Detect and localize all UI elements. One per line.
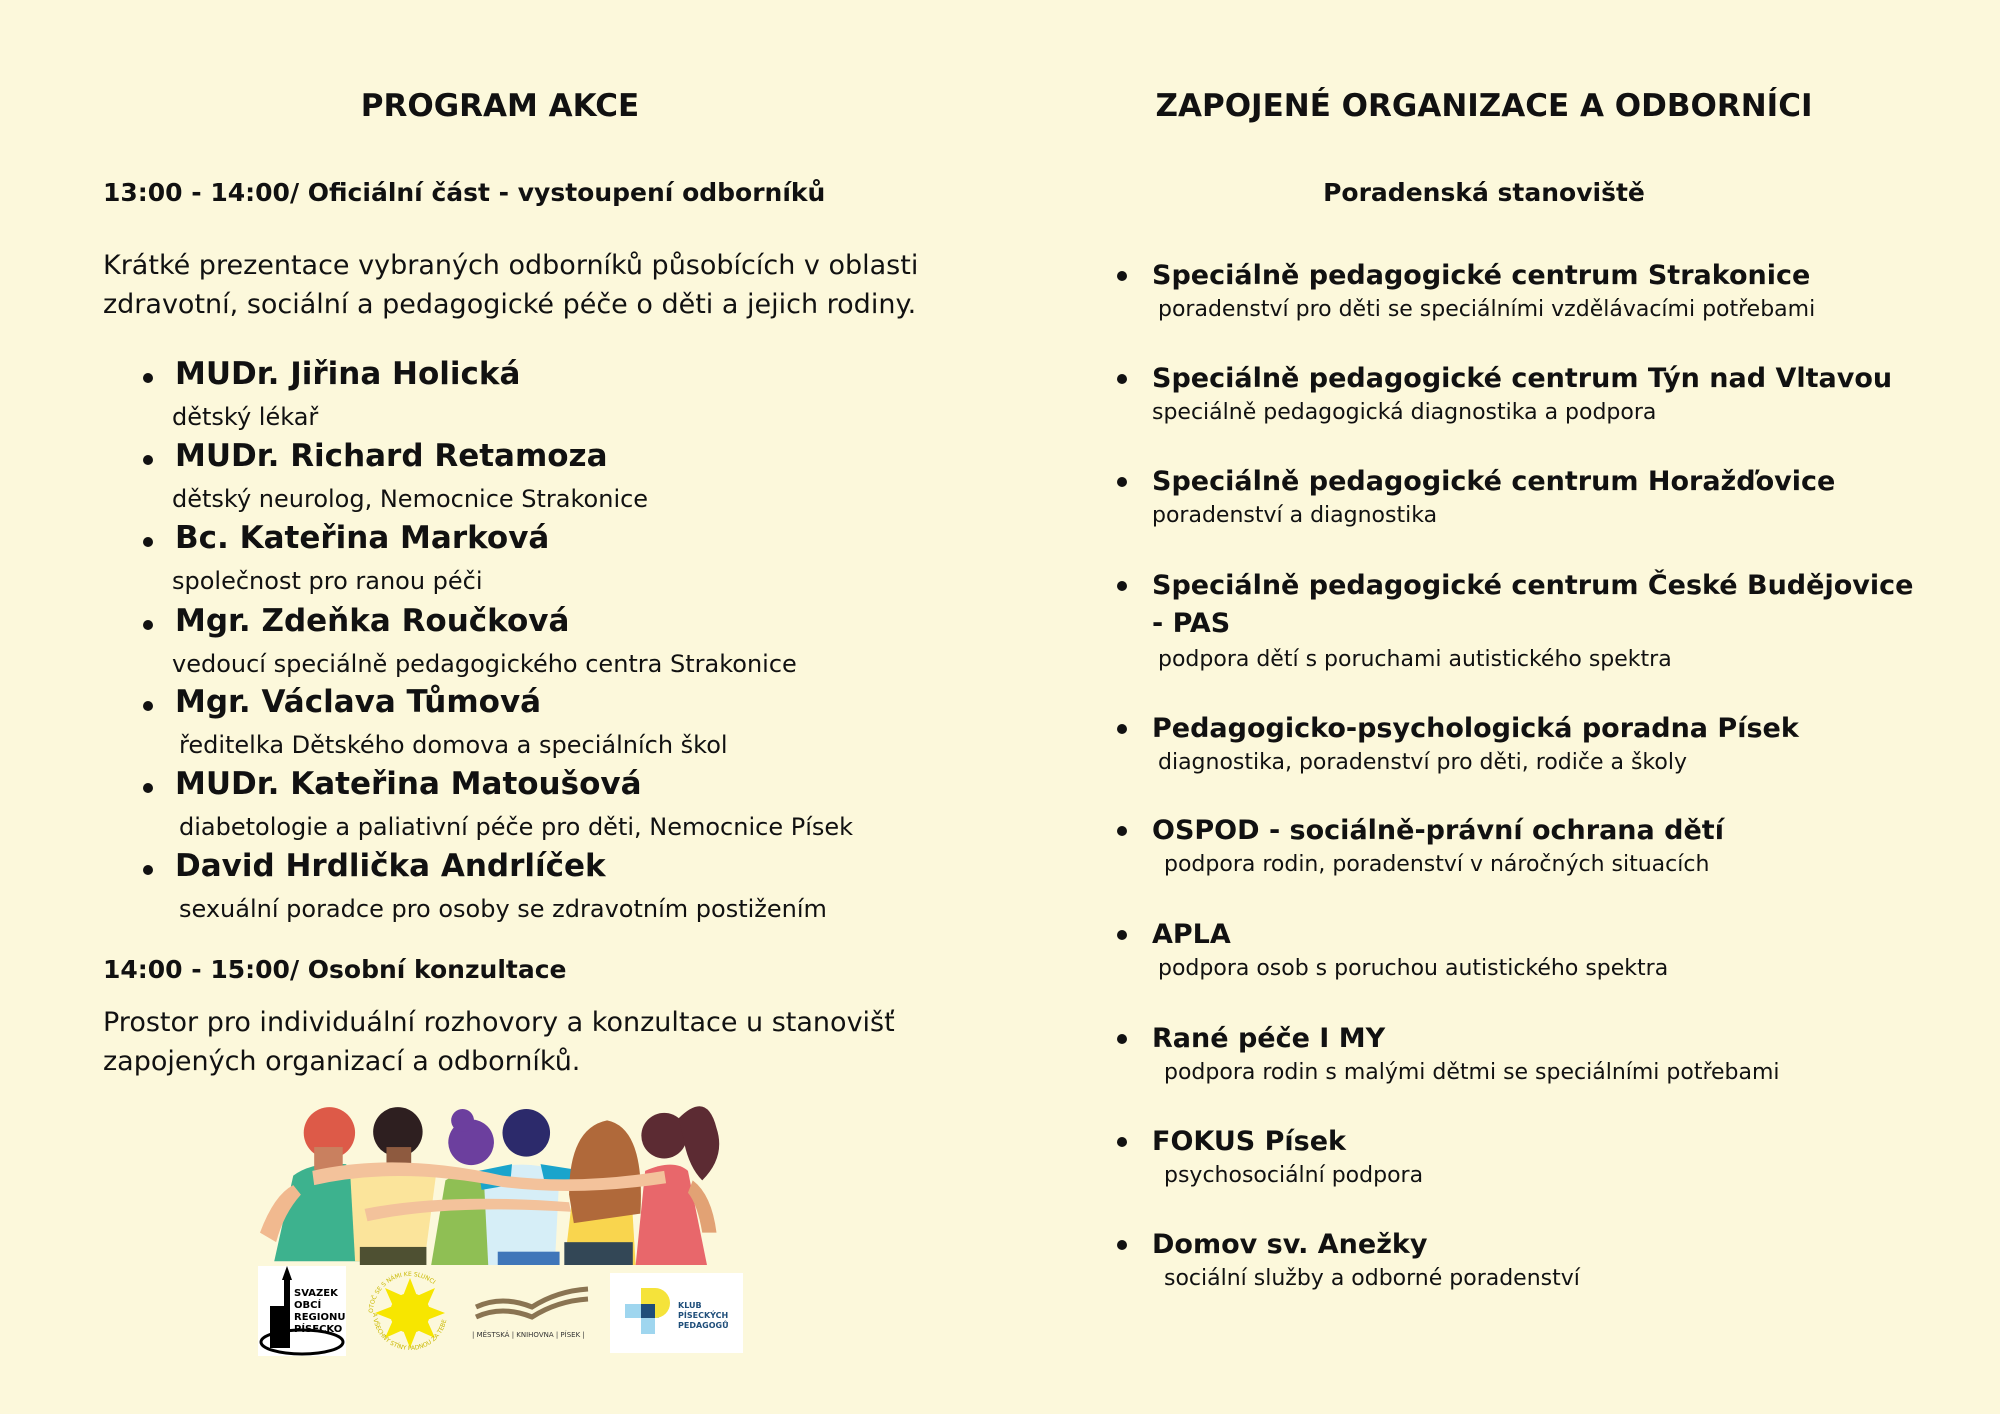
klub-line: PÍSECKÝCH bbox=[678, 1311, 729, 1320]
knihovna-text: | MĚSTSKÁ | KNIHOVNA | PÍSEK | bbox=[472, 1331, 585, 1339]
klub-p-icon bbox=[625, 1288, 675, 1338]
bullet-icon bbox=[143, 783, 153, 793]
bullet-icon bbox=[1117, 1034, 1127, 1044]
open-book-icon bbox=[472, 1285, 592, 1321]
svazek-line: PÍSECKO bbox=[294, 1324, 343, 1335]
organization-name: Rané péče I MY bbox=[1152, 1023, 1386, 1054]
speaker-name: Bc. Kateřina Marková bbox=[175, 520, 550, 556]
speaker-role: sexuální poradce pro osoby se zdravotním postižením bbox=[179, 895, 827, 923]
organization-name: Speciálně pedagogické centrum České Budějovice bbox=[1152, 570, 1914, 601]
speaker-name: Mgr. Václava Tůmová bbox=[175, 684, 542, 720]
organization-name: Domov sv. Anežky bbox=[1152, 1229, 1428, 1260]
bullet-icon bbox=[143, 373, 153, 383]
svazek-line: SVAZEK bbox=[294, 1288, 338, 1299]
bullet-icon bbox=[1117, 581, 1127, 591]
organization-name: FOKUS Písek bbox=[1152, 1126, 1346, 1157]
organizations-title: ZAPOJENÉ ORGANIZACE A ODBORNÍCI bbox=[1155, 88, 1813, 124]
svazek-line: REGIONU bbox=[294, 1312, 346, 1323]
bullet-icon bbox=[1117, 1137, 1127, 1147]
section1-time-heading: 13:00 - 14:00/ Oficiální část - vystoupení odborníků bbox=[103, 178, 826, 207]
speaker-role: společnost pro ranou péči bbox=[172, 567, 483, 595]
bullet-icon bbox=[1117, 826, 1127, 836]
sun-logo bbox=[365, 1266, 455, 1361]
organization-desc: podpora dětí s poruchami autistického spektra bbox=[1158, 647, 1672, 672]
organization-name: Pedagogicko-psychologická poradna Písek bbox=[1152, 713, 1799, 744]
organization-desc: sociální služby a odborné poradenství bbox=[1164, 1266, 1580, 1291]
person-5 bbox=[564, 1120, 641, 1265]
speaker-name: MUDr. Kateřina Matoušová bbox=[175, 766, 642, 802]
speaker-role: diabetologie a paliativní péče pro děti, Nemocnice Písek bbox=[179, 813, 854, 841]
intro-line-1: Krátké prezentace vybraných odborníků působících v oblasti bbox=[103, 250, 919, 281]
organization-name: OSPOD - sociálně-právní ochrana dětí bbox=[1152, 815, 1724, 846]
speaker-name: MUDr. Jiřina Holická bbox=[175, 356, 521, 392]
organization-desc: podpora rodin s malými dětmi se speciálními potřebami bbox=[1164, 1060, 1780, 1085]
section2-time-heading: 14:00 - 15:00/ Osobní konzultace bbox=[103, 955, 567, 984]
klub-line: KLUB bbox=[678, 1301, 702, 1310]
organizations-subtitle: Poradenská stanoviště bbox=[1323, 178, 1645, 207]
bullet-icon bbox=[1117, 477, 1127, 487]
sun-bottom-text: A VŠECHNY STÍNY PADNOU ZA TEBE bbox=[370, 1312, 449, 1353]
intro-line-2: zdravotní, sociální a pedagogické péče o děti a jejich rodiny. bbox=[103, 289, 917, 320]
speaker-name: David Hrdlička Andrlíček bbox=[175, 848, 606, 884]
bullet-icon bbox=[143, 537, 153, 547]
section2-line-2: zapojených organizací a odborníků. bbox=[103, 1046, 581, 1077]
bullet-icon bbox=[143, 620, 153, 630]
speaker-role: ředitelka Dětského domova a speciálních škol bbox=[179, 731, 728, 759]
sun-icon bbox=[365, 1266, 455, 1361]
bullet-icon bbox=[1117, 271, 1127, 281]
organization-desc: speciálně pedagogická diagnostika a podpora bbox=[1152, 400, 1657, 425]
speaker-name: MUDr. Richard Retamoza bbox=[175, 438, 608, 474]
person-2 bbox=[350, 1107, 436, 1265]
bullet-icon bbox=[143, 865, 153, 875]
organization-name: APLA bbox=[1152, 919, 1231, 950]
klub-line: PEDAGOGŮ bbox=[678, 1321, 729, 1330]
speaker-role: dětský lékař bbox=[172, 403, 319, 431]
bullet-icon bbox=[1117, 724, 1127, 734]
organization-desc: podpora osob s poruchou autistického spektra bbox=[1158, 956, 1669, 981]
section2-text bbox=[103, 1003, 895, 1081]
klub-pedagogu-logo bbox=[610, 1273, 743, 1353]
bullet-icon bbox=[143, 455, 153, 465]
organization-name: Speciálně pedagogické centrum Strakonice bbox=[1152, 260, 1811, 291]
bullet-icon bbox=[1117, 1240, 1127, 1250]
organization-desc: poradenství a diagnostika bbox=[1152, 503, 1438, 528]
section1-intro bbox=[103, 246, 918, 324]
program-title: PROGRAM AKCE bbox=[360, 88, 640, 124]
bullet-icon bbox=[143, 701, 153, 711]
organization-name: Speciálně pedagogické centrum Týn nad Vltavou bbox=[1152, 363, 1893, 394]
svazek-obci-logo bbox=[258, 1266, 346, 1356]
speaker-role: dětský neurolog, Nemocnice Strakonice bbox=[172, 485, 649, 513]
organization-name-line2: - PAS bbox=[1152, 608, 1231, 639]
speaker-role: vedoucí speciálně pedagogického centra Strakonice bbox=[172, 650, 797, 678]
bullet-icon bbox=[1117, 930, 1127, 940]
organization-name: Speciálně pedagogické centrum Horažďovice bbox=[1152, 466, 1836, 497]
bullet-icon bbox=[1117, 374, 1127, 384]
svazek-line: OBCÍ bbox=[294, 1300, 322, 1311]
organization-desc: poradenství pro děti se speciálními vzdělávacími potřebami bbox=[1158, 297, 1816, 322]
section2-line-1: Prostor pro individuální rozhovory a konzultace u stanovišť bbox=[103, 1007, 895, 1038]
speaker-name: Mgr. Zdeňka Roučková bbox=[175, 603, 570, 639]
group-hug-illustration bbox=[255, 1090, 750, 1265]
sun-top-text: OTOČ SE S NÁMI KE SLUNCI bbox=[367, 1270, 437, 1314]
organization-desc: psychosociální podpora bbox=[1164, 1163, 1424, 1188]
organization-desc: diagnostika, poradenství pro děti, rodiče a školy bbox=[1158, 750, 1687, 775]
organization-desc: podpora rodin, poradenství v náročných situacích bbox=[1164, 852, 1710, 877]
knihovna-logo bbox=[472, 1285, 592, 1345]
